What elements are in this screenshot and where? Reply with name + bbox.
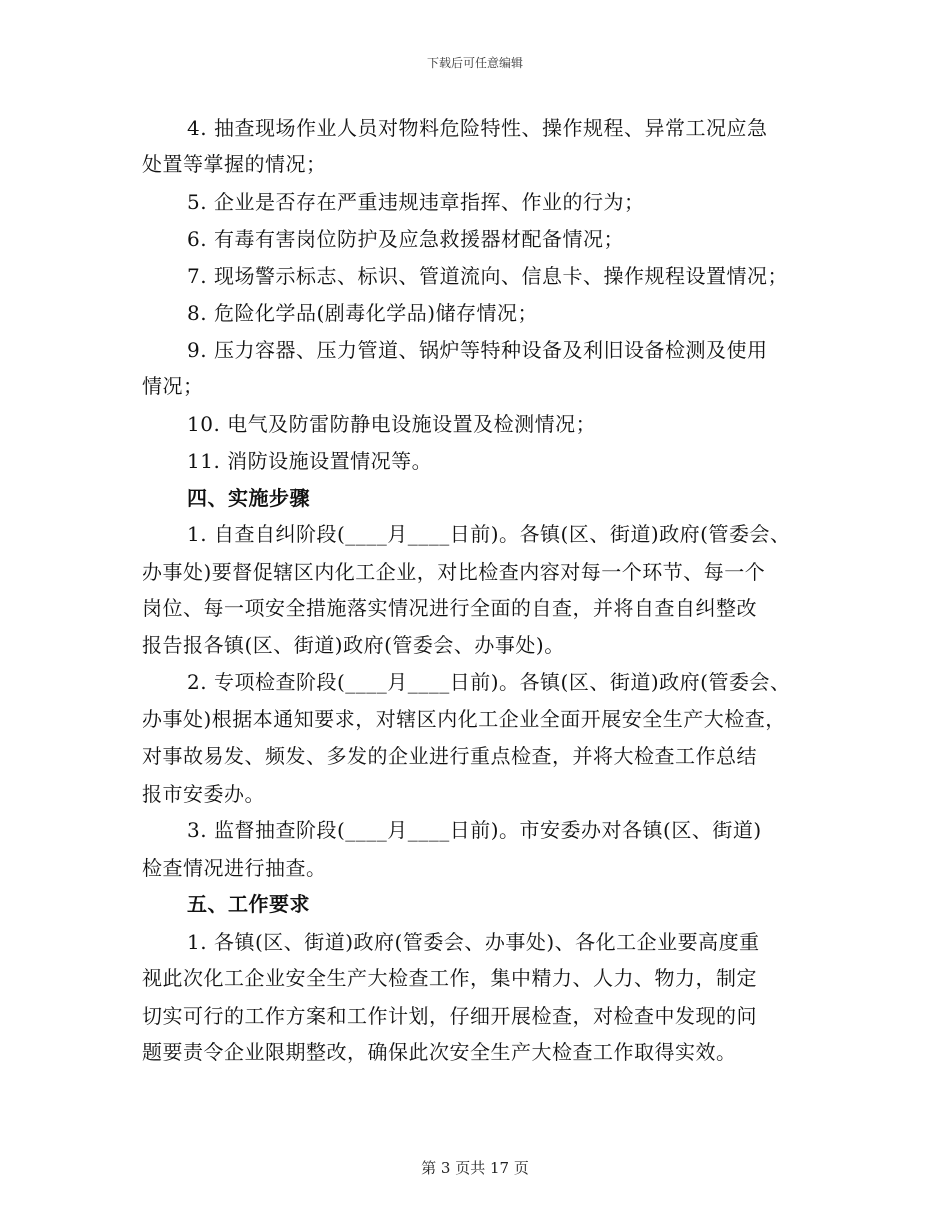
body-line: 题要责令企业限期整改，确保此次安全生产大检查工作取得实效。 [142, 1040, 737, 1064]
body-line: 7. 现场警示标志、标识、管道流向、信息卡、操作规程设置情况； [187, 264, 788, 288]
body-line: 对事故易发、频发、多发的企业进行重点检查，并将大检查工作总结 [142, 744, 757, 768]
body-line: 情况； [142, 374, 204, 398]
body-line: 岗位、每一项安全措施落实情况进行全面的自查，并将自查自纠整改 [142, 596, 757, 620]
body-line: 5. 企业是否存在严重违规违章指挥、作业的行为； [187, 190, 645, 214]
body-line: 9. 压力容器、压力管道、锅炉等特种设备及利旧设备检测及使用 [187, 338, 768, 362]
section-heading: 四、实施步骤 [187, 486, 310, 510]
section-heading: 五、工作要求 [187, 892, 310, 916]
body-line: 8. 危险化学品(剧毒化学品)储存情况； [187, 301, 539, 325]
body-line: 3. 监督抽查阶段(____月____日前)。市安委办对各镇(区、街道) [187, 818, 762, 842]
body-line: 办事处)根据本通知要求，对辖区内化工企业全面开展安全生产大检查， [142, 707, 786, 731]
page-header: 下载后可任意编辑 [426, 56, 523, 70]
body-line: 办事处)要督促辖区内化工企业，对比检查内容对每一个环节、每一个 [142, 560, 766, 584]
body-line: 1. 自查自纠阶段(____月____日前)。各镇(区、街道)政府(管委会、 [187, 522, 791, 546]
body-line: 检查情况进行抽查。 [142, 856, 327, 880]
body-line: 视此次化工企业安全生产大检查工作，集中精力、人力、物力，制定 [142, 966, 757, 990]
body-line: 6. 有毒有害岗位防护及应急救援器材配备情况； [187, 227, 624, 251]
body-line: 处置等掌握的情况； [142, 152, 327, 176]
body-line: 10. 电气及防雷防静电设施设置及检测情况； [187, 412, 597, 436]
body-line: 切实可行的工作方案和工作计划，仔细开展检查，对检查中发现的问 [142, 1004, 757, 1028]
body-line: 2. 专项检查阶段(____月____日前)。各镇(区、街道)政府(管委会、 [187, 670, 791, 694]
body-line: 报市安委办。 [142, 782, 265, 806]
body-line: 4. 抽查现场作业人员对物料危险特性、操作规程、异常工况应急 [187, 116, 768, 140]
body-line: 11. 消防设施设置情况等。 [187, 449, 433, 473]
body-line: 1. 各镇(区、街道)政府(管委会、办事处)、各化工企业要高度重 [187, 930, 760, 954]
page-footer: 第 3 页共 17 页 [421, 1159, 529, 1177]
body-line: 报告报各镇(区、街道)政府(管委会、办事处)。 [142, 633, 565, 657]
